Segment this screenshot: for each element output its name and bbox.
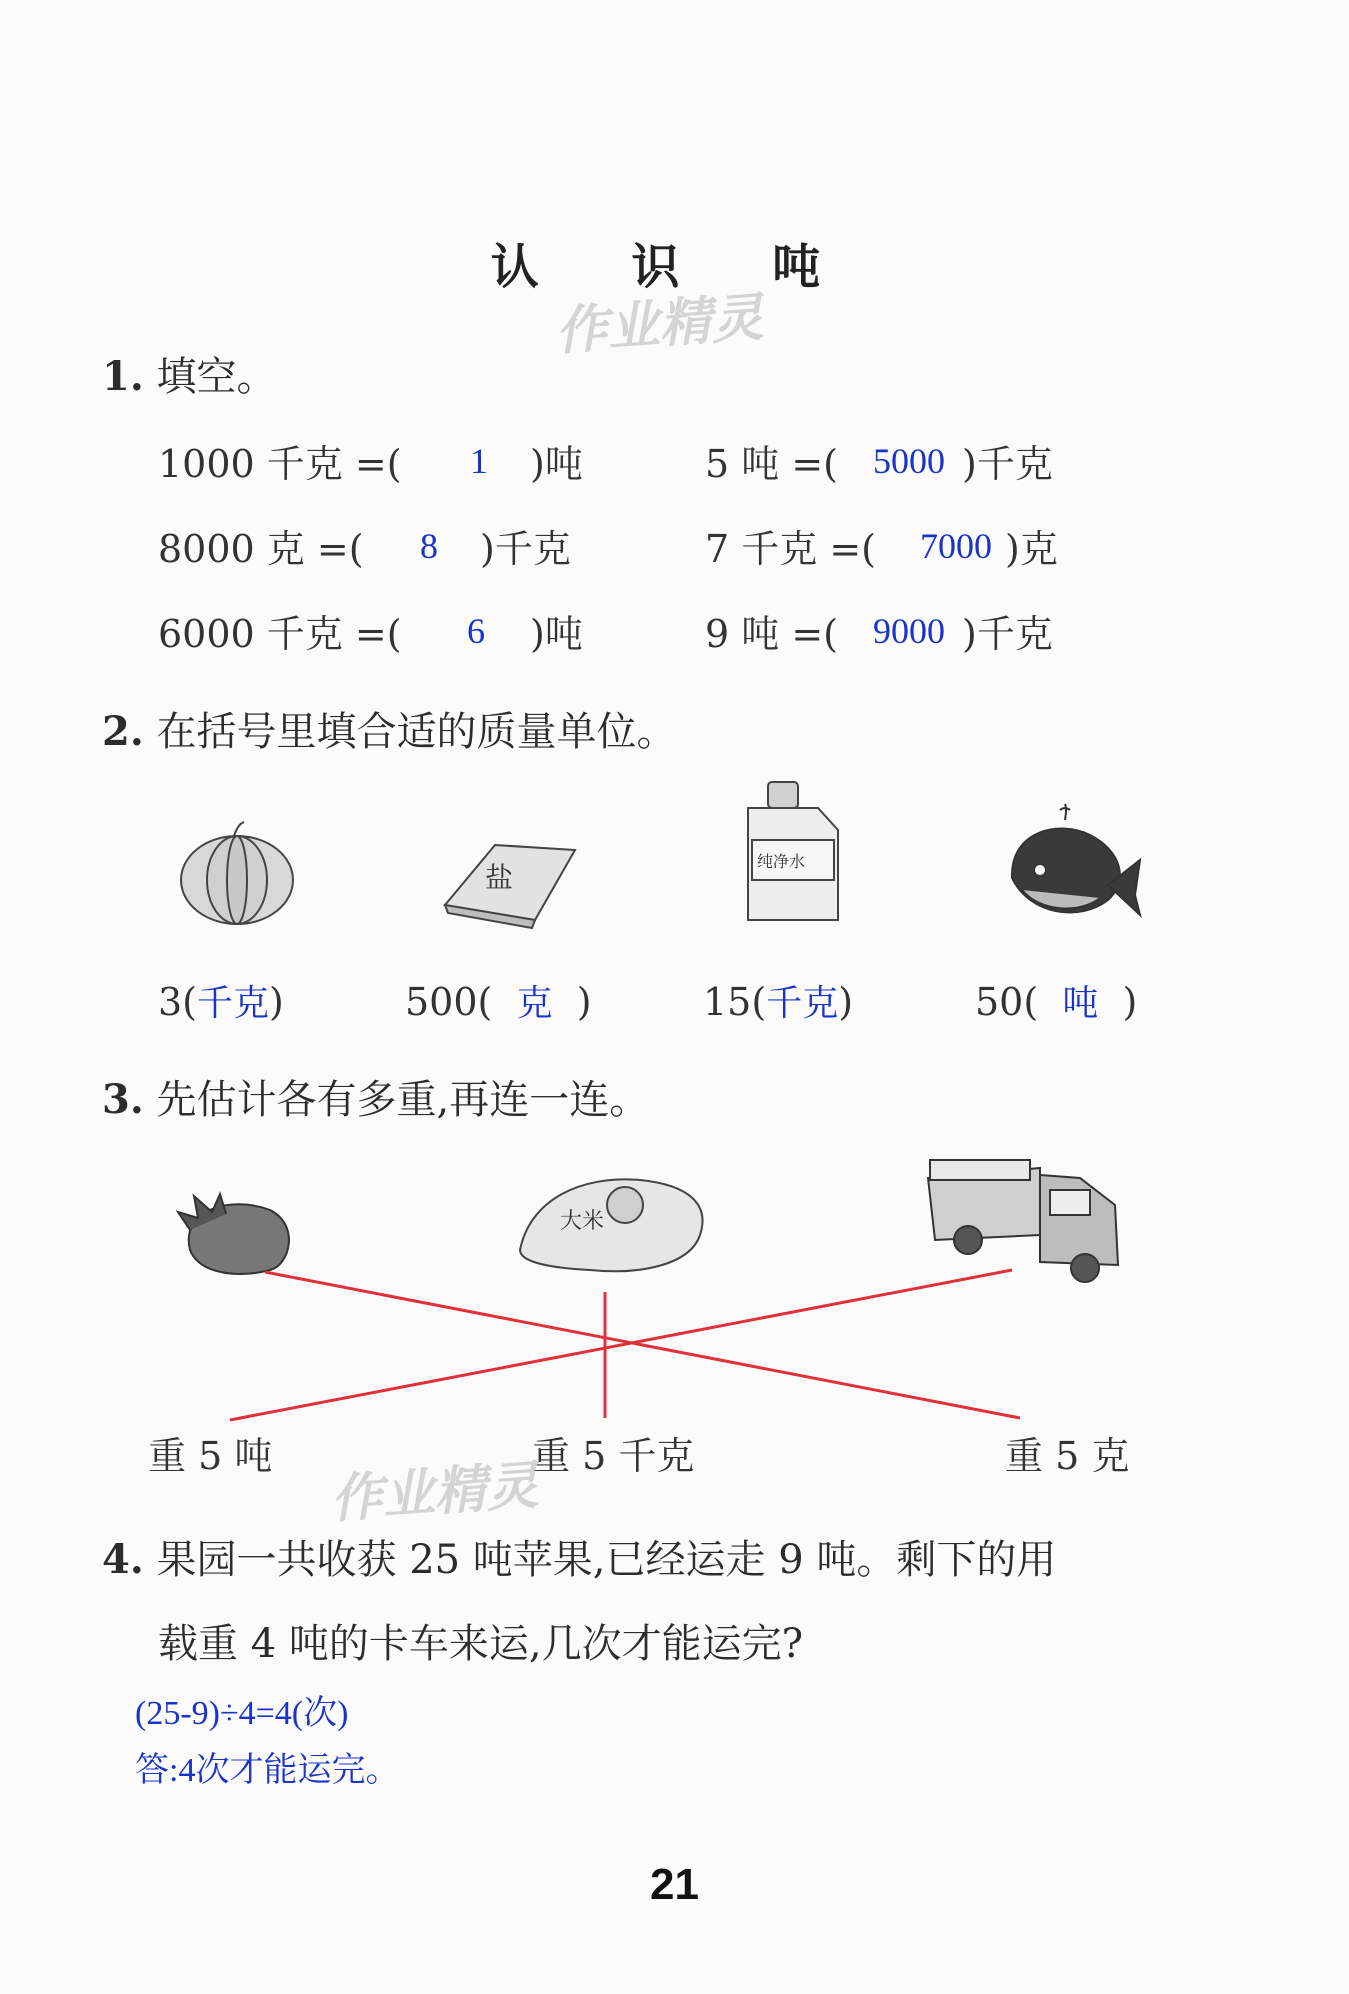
item-close: ) <box>269 980 284 1024</box>
weight-label-ton: 重 5 吨 <box>148 1434 273 1478</box>
page-number: 21 <box>650 1860 699 1909</box>
item-pumpkin <box>158 975 284 1026</box>
line-strawberry-to-gram <box>265 1272 1020 1418</box>
line-truck-to-ton <box>230 1270 1012 1420</box>
truck-image <box>928 1160 1118 1282</box>
question-text: 先估计各有多重,再连一连。 <box>156 1077 650 1123</box>
conversion-left-3: 6000 千克 =( <box>158 612 402 656</box>
conversion-right-3: 9 吨 =( <box>705 612 839 656</box>
unit-left-3: )吨 <box>530 612 583 656</box>
item-number: 3( <box>158 980 198 1024</box>
conversion-right-1: 5 吨 =( <box>705 442 839 486</box>
rice-label: 大米 <box>560 1209 605 1234</box>
item-water <box>703 975 853 1026</box>
question-number: 1. <box>102 353 144 400</box>
question-text: 在括号里填合适的质量单位。 <box>156 709 677 755</box>
water-bottle-image <box>748 782 838 920</box>
item-close: ) <box>838 980 854 1024</box>
unit-right-1: )千克 <box>962 442 1053 486</box>
salt-label: 盐 <box>485 861 514 894</box>
unit-right-3: )千克 <box>962 612 1053 656</box>
item-answer: 吨 <box>1062 983 1099 1023</box>
rice-bag-image <box>520 1179 703 1271</box>
item-close: ) <box>1122 980 1138 1024</box>
question-number: 3. <box>102 1076 144 1123</box>
answer-statement: 答:4次才能运完。 <box>135 1752 400 1789</box>
question-number: 4. <box>102 1536 144 1583</box>
conversion-right-2: 7 千克 =( <box>705 527 877 571</box>
item-answer: 克 <box>516 983 553 1023</box>
strawberry-image <box>178 1194 289 1274</box>
weight-label-gram: 重 5 克 <box>1005 1434 1130 1478</box>
answer-right-3: 9000 <box>873 611 945 651</box>
question-text-line-1: 果园一共收获 25 吨苹果,已经运走 9 吨。剩下的用 <box>156 1537 1057 1583</box>
conversion-left-2: 8000 克 =( <box>158 527 364 571</box>
watermark: 作业精灵 <box>328 1455 541 1531</box>
question-number: 2. <box>102 708 144 755</box>
water-label: 纯净水 <box>757 852 806 871</box>
item-answer: 千克 <box>766 983 839 1023</box>
item-whale <box>975 975 1137 1026</box>
item-close: ) <box>576 980 592 1024</box>
answer-right-1: 5000 <box>873 441 945 481</box>
answer-left-3: 6 <box>467 611 485 651</box>
question-text-line-2: 载重 4 吨的卡车来运,几次才能运完? <box>158 1621 804 1667</box>
unit-left-2: )千克 <box>480 527 571 571</box>
conversion-left-1: 1000 千克 =( <box>158 442 402 486</box>
pumpkin-image <box>181 822 293 924</box>
weight-label-kilogram: 重 5 千克 <box>532 1434 695 1478</box>
question-4-label <box>102 1528 1056 1585</box>
unit-right-2: )克 <box>1005 527 1058 571</box>
watermark: 作业精灵 <box>553 287 766 363</box>
answer-calculation: (25-9)÷4=4(次) <box>135 1695 349 1732</box>
page-title: 认 识 吨 <box>490 239 859 295</box>
answer-right-2: 7000 <box>920 526 992 566</box>
item-salt <box>405 975 592 1026</box>
item-number: 15( <box>703 980 767 1024</box>
question-3-label <box>102 1068 649 1125</box>
salt-bag-image <box>445 845 575 928</box>
answer-left-1: 1 <box>470 441 488 481</box>
question-text: 填空。 <box>156 354 277 400</box>
answer-left-2: 8 <box>420 526 438 566</box>
matching-lines <box>230 1270 1020 1420</box>
unit-left-1: )吨 <box>530 442 583 486</box>
item-number: 50( <box>975 980 1039 1024</box>
item-number: 500( <box>405 980 493 1024</box>
item-answer: 千克 <box>197 983 270 1023</box>
whale-image <box>1012 804 1140 915</box>
